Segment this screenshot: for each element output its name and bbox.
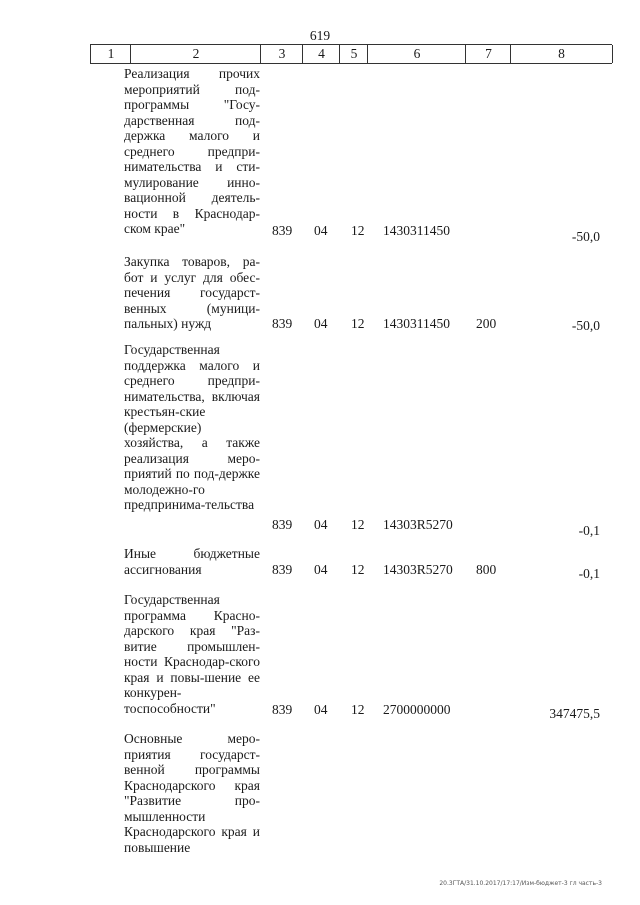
row-grbs: 839 bbox=[272, 562, 293, 577]
row-name: Основные меро-приятия государст-венной программы Краснодарского края "Развитие про-мышленности Краснодарского края и повышение bbox=[124, 731, 260, 855]
header-col-3: 3 bbox=[260, 45, 303, 63]
row-grbs: 839 bbox=[272, 316, 293, 331]
row-name: Реализация прочих мероприятий под-программы "Госу-дарственная под-держка малого и среднего предпри-нимательства и сти-мулирование инно-вационной деятель-ности в Краснодар-ском крае" bbox=[124, 66, 260, 236]
row-csr: 14303R5270 bbox=[383, 562, 453, 577]
row-pr: 12 bbox=[351, 517, 365, 532]
row-csr: 2700000000 bbox=[383, 702, 451, 717]
table-header bbox=[90, 44, 612, 64]
document-footer: 20.3ГТА/31.10.2017/17:17/Изм-бюджет-3 гл часть-3 bbox=[439, 880, 602, 887]
row-pr: 12 bbox=[351, 702, 365, 717]
row-sum: 347475,5 bbox=[549, 706, 600, 721]
page-number: 619 bbox=[309, 28, 331, 43]
row-name: Иные бюджетные ассигнования bbox=[124, 546, 260, 577]
row-pr: 12 bbox=[351, 316, 365, 331]
row-name: Государственная программа Красно-дарского края "Раз-витие промышлен-ности Краснодар-ского края и повы-шение ее конкурен-тоспособности" bbox=[124, 592, 260, 716]
row-sum: -50,0 bbox=[571, 229, 600, 244]
row-csr: 1430311450 bbox=[383, 223, 450, 238]
row-rz: 04 bbox=[314, 517, 328, 532]
row-csr: 1430311450 bbox=[383, 316, 450, 331]
row-vr: 800 bbox=[476, 562, 497, 577]
row-pr: 12 bbox=[351, 562, 365, 577]
header-col-8: 8 bbox=[510, 45, 613, 63]
header-col-5: 5 bbox=[339, 45, 368, 63]
header-col-1: 1 bbox=[90, 45, 131, 63]
row-sum: -50,0 bbox=[571, 318, 600, 333]
row-rz: 04 bbox=[314, 562, 328, 577]
header-col-7: 7 bbox=[465, 45, 511, 63]
row-rz: 04 bbox=[314, 702, 328, 717]
row-sum: -0,1 bbox=[578, 566, 600, 581]
row-vr: 200 bbox=[476, 316, 497, 331]
header-col-4: 4 bbox=[302, 45, 340, 63]
row-name: Государственная поддержка малого и среднего предпри-нимательства, включая крестьян-ские (фермерские) хозяйства, а также реализация меро-приятий по под-держке молодежно-го предпринима-тельства bbox=[124, 342, 260, 512]
row-name: Закупка товаров, ра-бот и услуг для обес-печения государст-венных (муници-пальных) нужд bbox=[124, 254, 260, 331]
header-col-6: 6 bbox=[367, 45, 466, 63]
row-csr: 14303R5270 bbox=[383, 517, 453, 532]
row-sum: -0,1 bbox=[578, 523, 600, 538]
header-col-2: 2 bbox=[130, 45, 261, 63]
row-pr: 12 bbox=[351, 223, 365, 238]
row-grbs: 839 bbox=[272, 517, 293, 532]
row-grbs: 839 bbox=[272, 702, 293, 717]
row-grbs: 839 bbox=[272, 223, 293, 238]
row-rz: 04 bbox=[314, 316, 328, 331]
row-rz: 04 bbox=[314, 223, 328, 238]
